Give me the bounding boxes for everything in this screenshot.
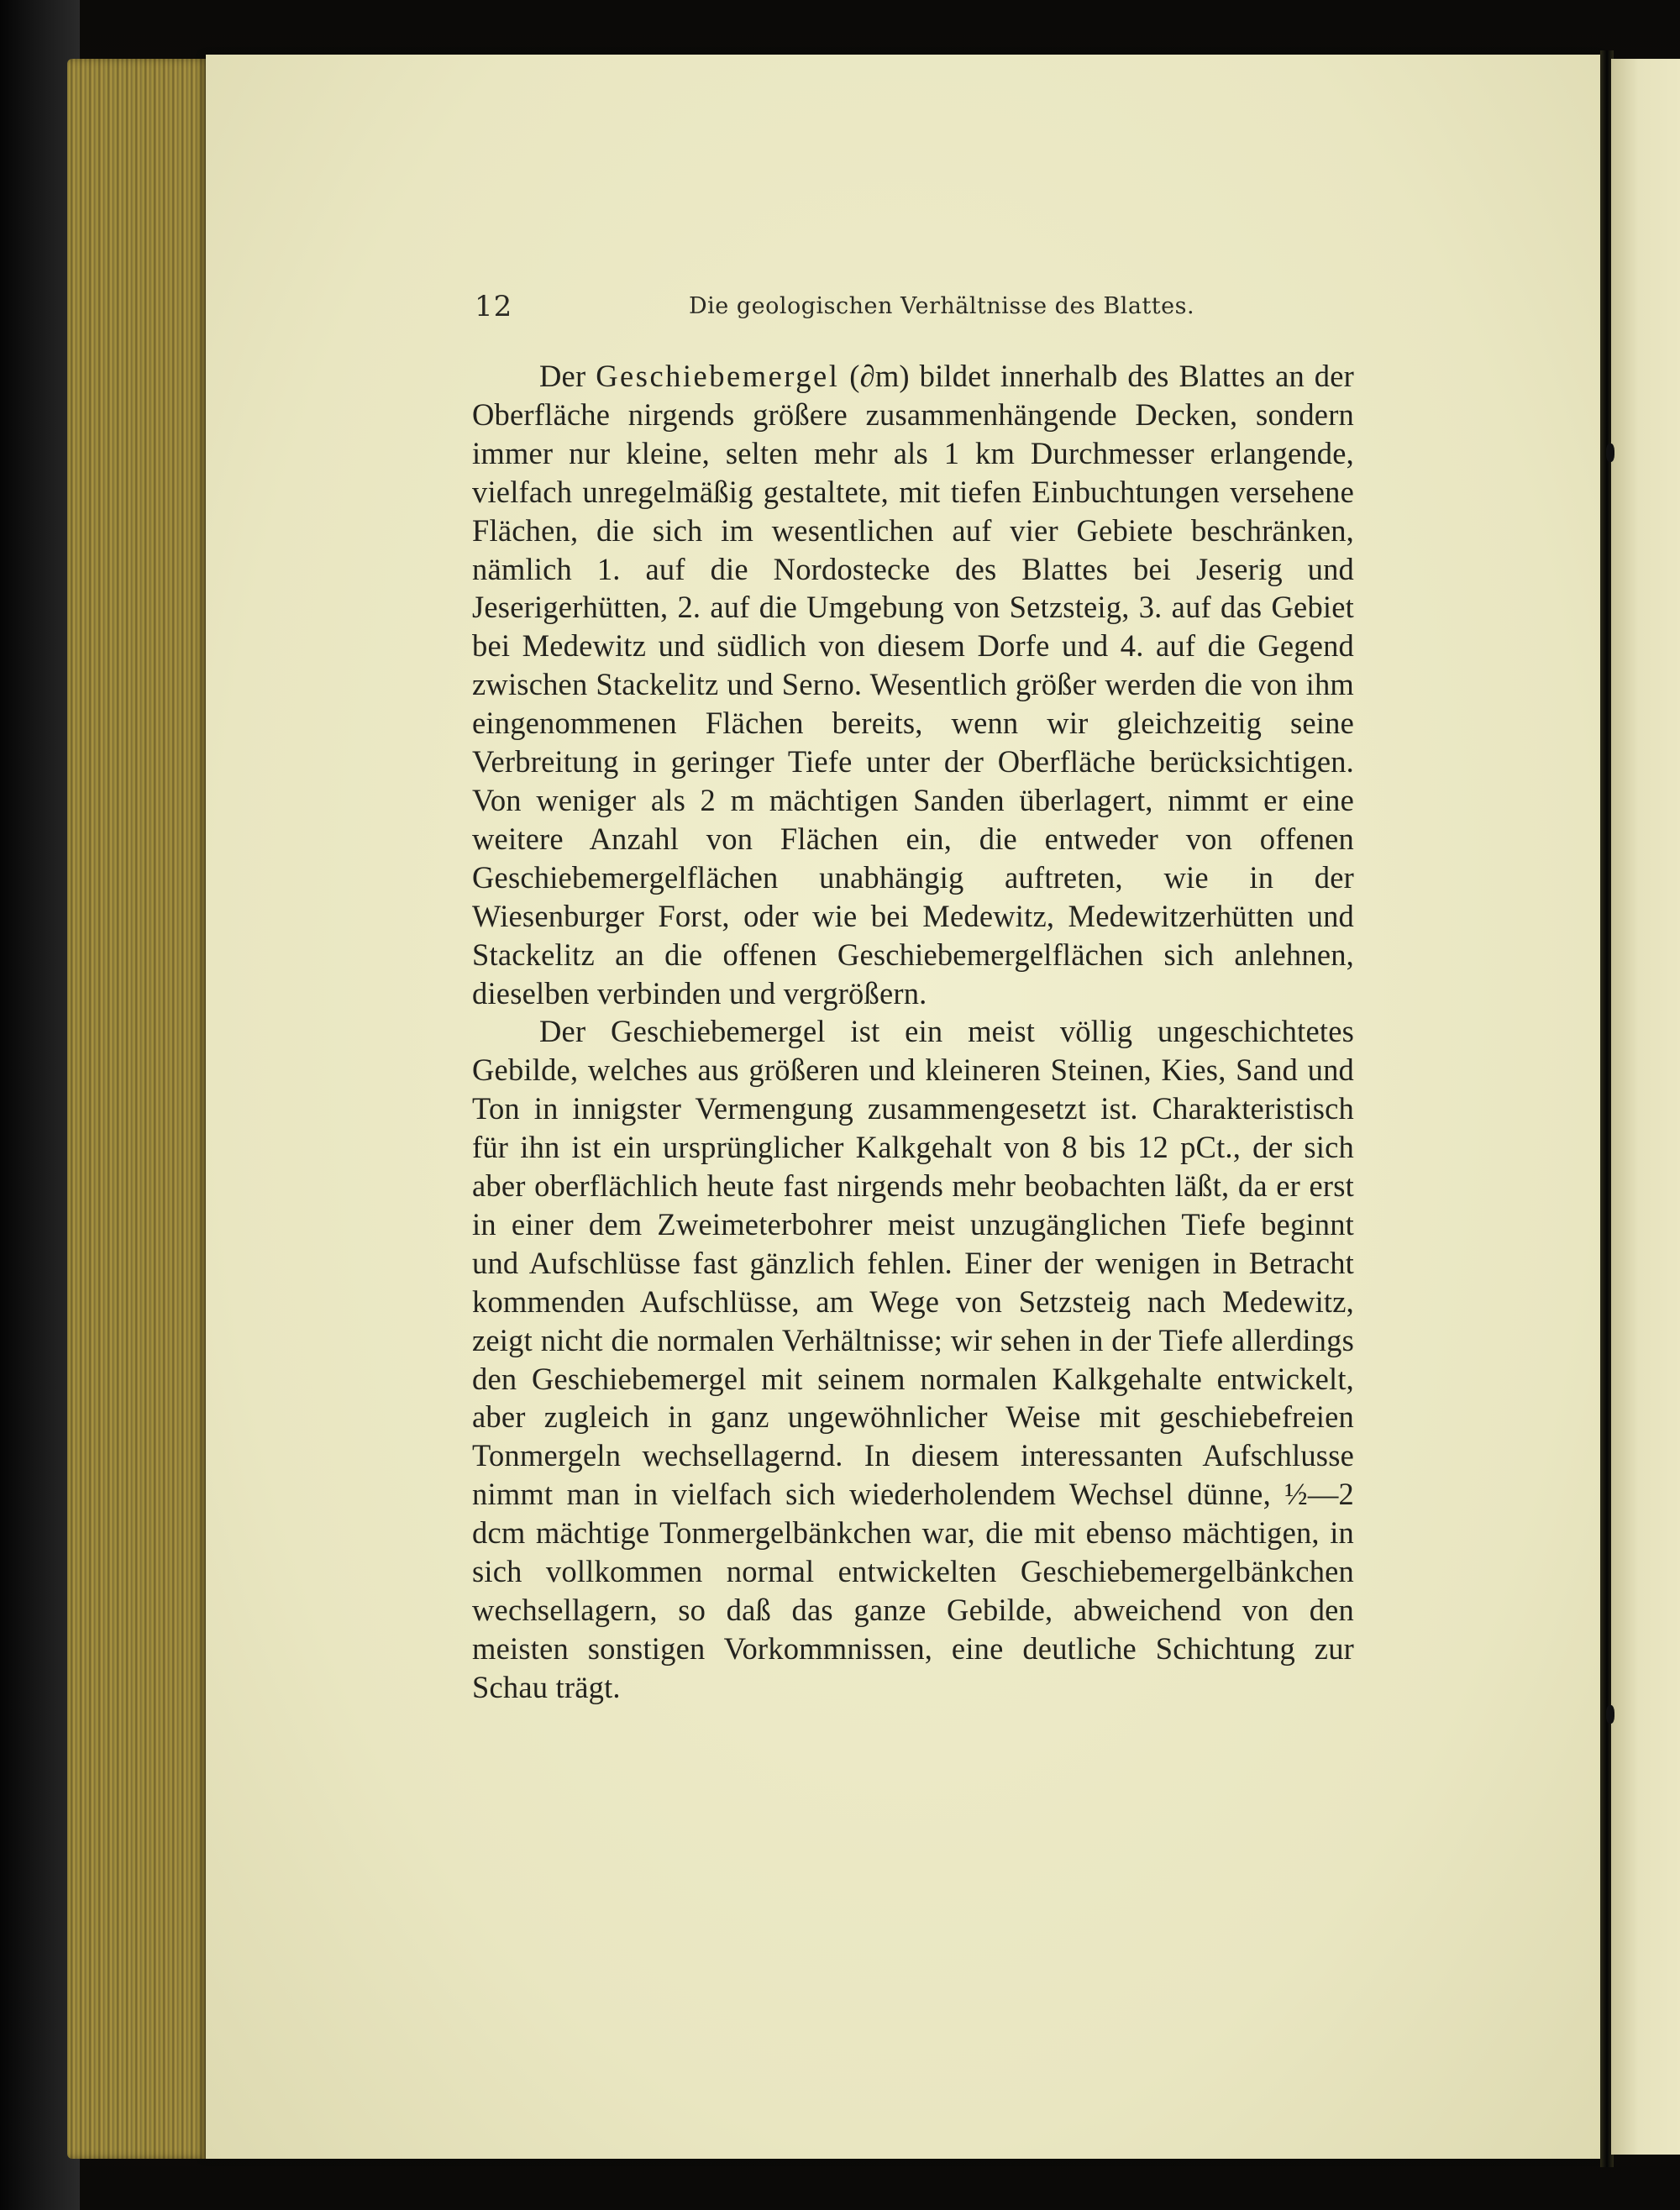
paragraph-1	[472, 357, 1354, 1012]
binding-mark-top	[1606, 444, 1614, 462]
binding-mark-bottom	[1606, 1705, 1614, 1724]
paragraph-2: Der Geschiebemergel ist ein meist völlig ungeschichtetes Gebilde, welches aus größeren und kleineren Steinen, Kies, Sand und Ton in innigster Vermengung zusammengesetzt ist. Charakteristisch für ihn ist ein ursprünglicher Kalkgehalt von 8 bis 12 pCt., der sich aber oberflächlich heute fast nirgends mehr beobachten läßt, da er erst in einer dem Zweimeterbohrer meist unzugänglichen Tiefe beginnt und Aufschlüsse fast gänzlich fehlen. Einer der wenigen in Betracht kommenden Aufschlüsse, am Wege von Setzsteig nach Medewitz, zeigt nicht die normalen Verhältnisse; wir sehen in der Tiefe allerdings den Geschiebemergel mit seinem normalen Kalkgehalte entwickelt, aber zugleich in ganz ungewöhnlicher Weise mit geschiebefreien Tonmergeln wechsellagernd. In diesem interessanten Aufschlusse nimmt man in vielfach sich wiederholendem Wechsel dünne, ½—2 dcm mächtige Tonmergelbänkchen war, die mit ebenso mächtigen, in sich vollkommen normal entwickelten Geschiebemergelbänkchen wechsellagern, so daß das ganze Gebilde, abweichend von den meisten sonstigen Vorkommnissen, eine deutliche Schichtung zur Schau trägt.	[472, 1014, 1354, 1704]
body-text	[472, 357, 1354, 1707]
paragraph-1-text: (∂m) bildet innerhalb des Blattes an der Oberfläche nirgends größere zusammenhängende Decken, sondern immer nur kleine, selten mehr als 1 km Durchmesser erlangende, vielfach unregelmäßig gestaltete, mit tiefen Einbuchtungen versehene Flächen, die sich im wesentlichen auf vier Gebiete beschränken, nämlich 1. auf die Nordostecke des Blattes bei Jeserig und Jeserigerhütten, 2. auf die Umgebung von Setzsteig, 3. auf das Gebiet bei Medewitz und südlich von diesem Dorfe und 4. auf die Gegend zwischen Stackelitz und Serno. Wesentlich größer werden die von ihm eingenommenen Flächen bereits, wenn wir gleichzeitig seine Verbreitung in geringer Tiefe unter der Oberfläche berücksichtigen. Von weniger als 2 m mächtigen Sanden überlagert, nimmt er eine weitere Anzahl von Flächen ein, die entweder von offenen Geschiebemergelflächen unabhängig auftreten, wie in der Wiesenburger Forst, oder wie bei Medewitz, Medewitzerhütten und Stackelitz an die offenen Geschiebemergelflächen sich anlehnen, dieselben verbinden und vergrößern.	[472, 359, 1355, 1011]
paragraph-1-term: Geschiebemergel	[596, 359, 840, 393]
running-head	[475, 290, 1352, 332]
page-number: 12	[475, 290, 513, 323]
next-page-edge	[1611, 59, 1680, 2155]
running-head-title: Die geologischen Verhältnisse des Blattes.	[689, 293, 1195, 319]
paragraph-1-opening: Der	[539, 359, 596, 393]
book-page-edges	[67, 59, 210, 2159]
